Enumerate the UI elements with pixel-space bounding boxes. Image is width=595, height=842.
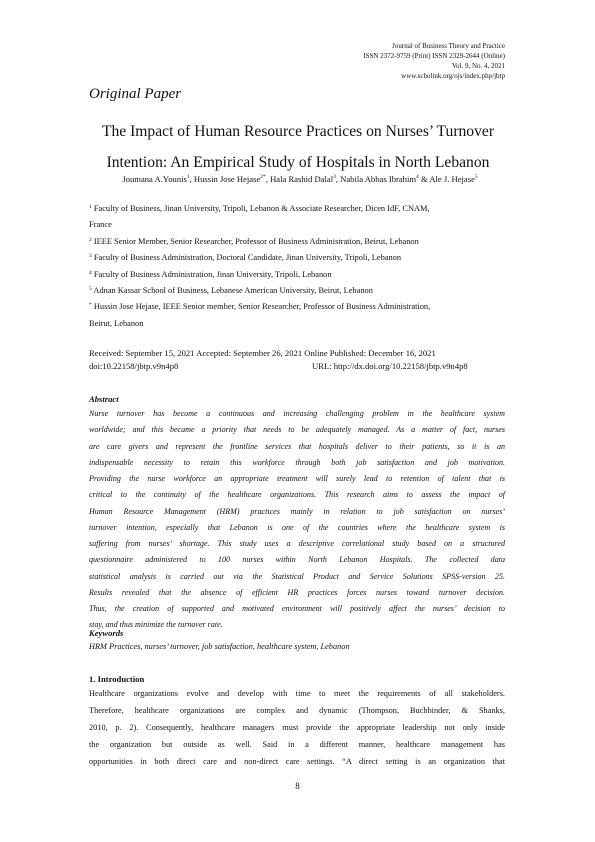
journal-url[interactable]: www.scholink.org/ojs/index.php/jbtp xyxy=(401,72,505,80)
affiliation-line xyxy=(89,250,505,266)
article-type-label: Original Paper xyxy=(89,86,182,102)
doi: doi:10.22158/jbtp.v9n4p8 xyxy=(89,361,179,371)
affiliation-line xyxy=(89,283,505,299)
abstract-line: worldwide; and this became a priority that needs to be adequately managed. As a matter of fact, nurses xyxy=(89,425,505,435)
affiliation-line xyxy=(89,201,505,217)
abstract-body xyxy=(89,406,505,634)
affiliation-mark: 3 xyxy=(89,253,92,260)
abstract-line: questionnaire administered to 100 nurses within North Lebanon Hospitals. The collected data xyxy=(89,555,505,565)
abstract-line: Human Resource Management (HRM) practices mainly in relation to job satisfaction on nurses’ xyxy=(89,506,505,516)
affiliation-mark: 1 xyxy=(89,204,92,210)
abstract-line: suffering from nurses’ shortage. This study uses a descriptive correlational study based on a structured xyxy=(89,539,505,548)
author-affiliation-mark: 1 xyxy=(186,174,190,180)
doi-url[interactable]: URL: http://dx.doi.org/10.22158/jbtp.v9n4p8 xyxy=(312,361,468,371)
title-line-2: Intention: An Empirical Study of Hospitals in North Lebanon xyxy=(106,154,490,171)
keywords-heading: Keywords xyxy=(89,628,124,638)
affiliation-line xyxy=(89,234,505,250)
affiliation-mark: 2 xyxy=(89,236,92,243)
journal-name: Journal of Business Theory and Practice xyxy=(392,42,505,50)
abstract-line: statistical analysis is carried out via the Statistical Product and Service Solutions SPSS-version 25. xyxy=(89,571,505,581)
author-list xyxy=(95,171,505,187)
affiliation-line xyxy=(89,316,505,332)
affiliation-text: IEEE Senior Member, Senior Researcher, Professor of Business Administration, Beirut, Lebanon xyxy=(93,236,419,246)
author-name: Ale J. Hejase xyxy=(429,174,475,184)
affiliation-line xyxy=(89,299,505,315)
affiliation-mark: 4 xyxy=(89,269,92,276)
introduction-line: the organization but outside as well. Said in a different manner, healthcare management has xyxy=(89,739,505,749)
abstract-line: critical to the continuity of the healthcare organizations. This research aims to assess the impact of xyxy=(89,490,505,500)
author-affiliation-mark: 4 xyxy=(416,174,419,180)
author-separator: , xyxy=(265,174,271,184)
abstract-line: indispensable necessity to retain this workforce through both job satisfaction and job motivation. xyxy=(89,457,505,467)
paper-title xyxy=(80,116,516,178)
affiliation-text: Adnan Kassar School of Business, Lebanese American University, Beirut, Lebanon xyxy=(93,286,373,296)
author-name: Hussin Jose Hejase xyxy=(193,174,261,184)
affiliation-text: Hussin Jose Hejase, IEEE Senior member, Senior Researcher, Professor of Business Administration, xyxy=(93,302,431,312)
introduction-line: Therefore, healthcare organizations are complex and dynamic (Thompson, Buchbinder, & Shanks, xyxy=(89,705,505,715)
journal-volume: Vol. 9, No. 4, 2021 xyxy=(451,62,505,70)
affiliation-text: Faculty of Business Administration, Jinan University, Tripoli, Lebanon xyxy=(93,269,332,279)
abstract-line: are care givers and represent the frontline services that hospitals deliver to their patients, so it is an xyxy=(89,441,505,451)
author-separator: , xyxy=(335,174,341,184)
abstract-line: Thus, the creation of supported and motivated environment will positively affect the nurses’ decision to xyxy=(89,604,505,613)
author-name: Joumana A.Younis xyxy=(122,174,187,184)
affiliation-text: Faculty of Business, Jinan University, Tripoli, Lebanon & Associate Researcher, Dicen IdF, CNAM, xyxy=(93,204,430,213)
abstract-line: turnover intention, especially that Lebanon is one of the countries where the healthcare system is xyxy=(89,522,505,532)
author-affiliation-mark: 3 xyxy=(333,174,336,180)
journal-issn: ISSN 2372-9759 (Print) ISSN 2329-2644 (Online) xyxy=(363,52,505,60)
abstract-line: stay, and thus minimize the turnover rate. xyxy=(89,620,223,630)
author-name: Hala Rashid Dalal xyxy=(270,174,334,184)
abstract-line: Results revealed that the absence of efficient HR practices forces nurses toward turnover decision. xyxy=(89,587,505,597)
affiliation-mark: 5 xyxy=(89,286,92,293)
author-separator: & xyxy=(418,174,430,184)
author-name: Nabila Abbas Ibrahim xyxy=(340,174,417,184)
affiliation-mark: * xyxy=(89,302,92,309)
author-affiliation-mark: 2* xyxy=(260,174,266,180)
abstract-line: Nurse turnover has become a continuous and increasing challenging problem in the healthcare system xyxy=(89,409,505,418)
introduction-line: 2010, p. 2). Consequently, healthcare managers must provide the appropriate leadership not only inside xyxy=(89,722,505,732)
author-affiliation-mark: 5 xyxy=(474,174,478,180)
abstract-heading: Abstract xyxy=(89,394,119,404)
journal-header xyxy=(363,41,505,81)
abstract-line: Providing the nurse workforce an appropriate treatment will surely lead to retention of talent that is xyxy=(89,474,505,483)
author-separator: , xyxy=(189,174,194,184)
affiliation-list xyxy=(89,201,505,332)
introduction-line: Healthcare organizations evolve and develop with time to meet the requirements of all stakeholders. xyxy=(89,689,505,698)
introduction-line: opportunities in both direct care and non-direct care settings. “A direct setting is an organization that xyxy=(89,756,505,766)
keywords-text: HRM Practices, nurses’ turnover, job satisfaction, healthcare system, Lebanon xyxy=(89,642,350,651)
affiliation-text: Faculty of Business Administration, Doctoral Candidate, Jinan University, Tripoli, Lebanon xyxy=(93,253,402,263)
affiliation-text: France xyxy=(89,220,112,230)
affiliation-text: Beirut, Lebanon xyxy=(89,318,144,328)
section-heading-introduction: 1. Introduction xyxy=(89,674,145,684)
page-number: 8 xyxy=(295,781,300,791)
affiliation-line xyxy=(89,217,505,233)
publication-dates: Received: September 15, 2021 Accepted: September 26, 2021 Online Published: December 16, 2021 xyxy=(89,348,436,358)
title-line-1: The Impact of Human Resource Practices on Nurses’ Turnover xyxy=(101,123,495,140)
introduction-body xyxy=(89,686,505,771)
affiliation-line xyxy=(89,267,505,283)
